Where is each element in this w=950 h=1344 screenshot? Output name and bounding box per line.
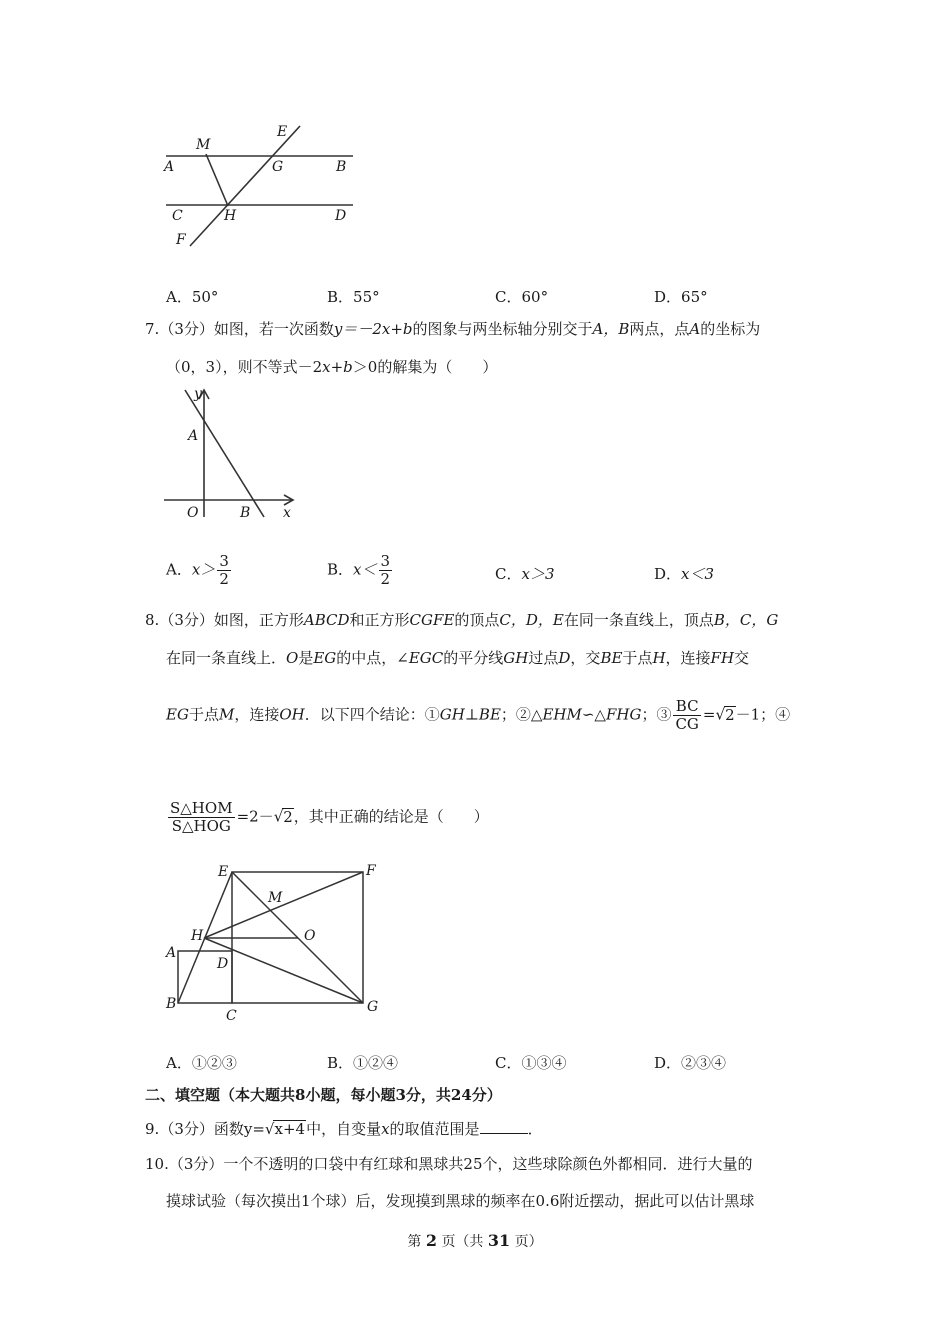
- label-g: G: [367, 999, 379, 1015]
- label-a: A: [166, 945, 177, 961]
- fraction-bc-cg: $\frac{BC}{CG}$: [675, 697, 699, 733]
- q7-option-a[interactable]: A．x＞ $\frac{3}{2}$: [166, 552, 229, 588]
- page-number: 2: [425, 1231, 437, 1250]
- q8-option-a[interactable]: A．①②③: [166, 1054, 237, 1072]
- label-a: A: [188, 428, 199, 444]
- q9-number: 9.: [145, 1120, 160, 1138]
- sqrt-symbol: √: [264, 1120, 275, 1138]
- page-footer: 第 2 页（共 31 页）: [407, 1231, 543, 1250]
- label-b: B: [240, 505, 251, 521]
- label-f: F: [176, 232, 186, 248]
- label-x: x: [283, 505, 291, 521]
- label-o: O: [187, 505, 199, 521]
- line-mh: [206, 154, 228, 206]
- sqrt-symbol: √: [715, 705, 726, 724]
- sqrt-symbol: √: [273, 807, 284, 826]
- q6-option-d[interactable]: D．65°: [654, 288, 708, 306]
- label-d: D: [335, 208, 347, 224]
- q7-option-d[interactable]: D．x＜3: [654, 565, 715, 583]
- label-b: B: [166, 996, 177, 1012]
- q8-line2: 在同一条直线上．O是EG的中点，∠EGC的平分线GH过点D，交BE于点H，连接FH交: [166, 649, 750, 667]
- label-y: y: [194, 386, 202, 402]
- page-total: 31: [487, 1231, 511, 1250]
- q6-figure: [160, 118, 360, 250]
- label-e: E: [277, 124, 288, 140]
- q9-line1: 9.（3分）函数y=√x+4中，自变量x的取值范围是 ．: [145, 1120, 543, 1138]
- q10-number: 10.: [145, 1155, 169, 1173]
- label-m: M: [196, 137, 211, 153]
- fraction-three-halves: $\frac{3}{2}$: [380, 552, 391, 588]
- q10-line1: 10.（3分）一个不透明的口袋中有红球和黑球共25个，这些球除颜色外都相同．进行大量的: [145, 1155, 753, 1173]
- section-heading-fill-in: 二、填空题（本大题共8小题，每小题3分，共24分）: [145, 1086, 502, 1104]
- label-c: C: [172, 208, 183, 224]
- q8-line3: EG于点M，连接OH．以下四个结论：①GH⊥BE；②△EHM∽△FHG；③ $\frac{BC}{CG}$ =√2－1；④: [166, 697, 791, 733]
- label-e: E: [218, 864, 229, 880]
- label-h: H: [191, 928, 204, 944]
- q10-line2: 摸球试验（每次摸出1个球）后，发现摸到黑球的频率在0.6附近摆动，据此可以估计黑球: [166, 1192, 755, 1210]
- q8-line1: 8.（3分）如图，正方形ABCD和正方形CGFE的顶点C，D，E在同一条直线上，顶点B，C，G: [145, 611, 779, 629]
- label-b: B: [336, 159, 347, 175]
- label-a: A: [164, 159, 175, 175]
- fraction-area-ratio: $\frac{\text{S△HOM}}{\text{S△HOG}}$: [170, 799, 233, 835]
- answer-blank[interactable]: [480, 1119, 528, 1134]
- label-h: H: [224, 208, 237, 224]
- function-line: [185, 390, 264, 517]
- label-d: D: [217, 956, 229, 972]
- q8-option-b[interactable]: B．①②④: [327, 1054, 399, 1072]
- q8-option-d[interactable]: D．②③④: [654, 1054, 727, 1072]
- label-f: F: [366, 863, 376, 879]
- q8-option-c[interactable]: C．①③④: [495, 1054, 567, 1072]
- q8-line4: $\frac{\text{S△HOM}}{\text{S△HOG}}$ =2－√2，其中正确的结论是（ ）: [170, 799, 489, 835]
- q7-line2: （0，3），则不等式－2x+b＞0的解集为（ ）: [166, 358, 498, 376]
- label-m: M: [268, 890, 283, 906]
- label-o: O: [304, 928, 316, 944]
- q7-figure: [160, 385, 300, 525]
- q7-line1: 7.（3分）如图，若一次函数y＝－2x+b的图象与两坐标轴分别交于A，B两点，点A的坐标为: [145, 320, 761, 338]
- q6-option-c[interactable]: C．60°: [495, 288, 549, 306]
- q6-option-a[interactable]: A．50°: [166, 288, 219, 306]
- q7-option-b[interactable]: B．x＜ $\frac{3}{2}$: [327, 552, 391, 588]
- q8-number: 8.: [145, 611, 160, 629]
- q8-figure: [160, 858, 390, 1028]
- label-c: C: [226, 1008, 237, 1024]
- q7-option-c[interactable]: C．x＞3: [495, 565, 555, 583]
- fraction-three-halves: $\frac{3}{2}$: [219, 552, 229, 588]
- q7-number: 7.: [145, 320, 160, 338]
- q6-option-b[interactable]: B．55°: [327, 288, 380, 306]
- label-g: G: [272, 159, 284, 175]
